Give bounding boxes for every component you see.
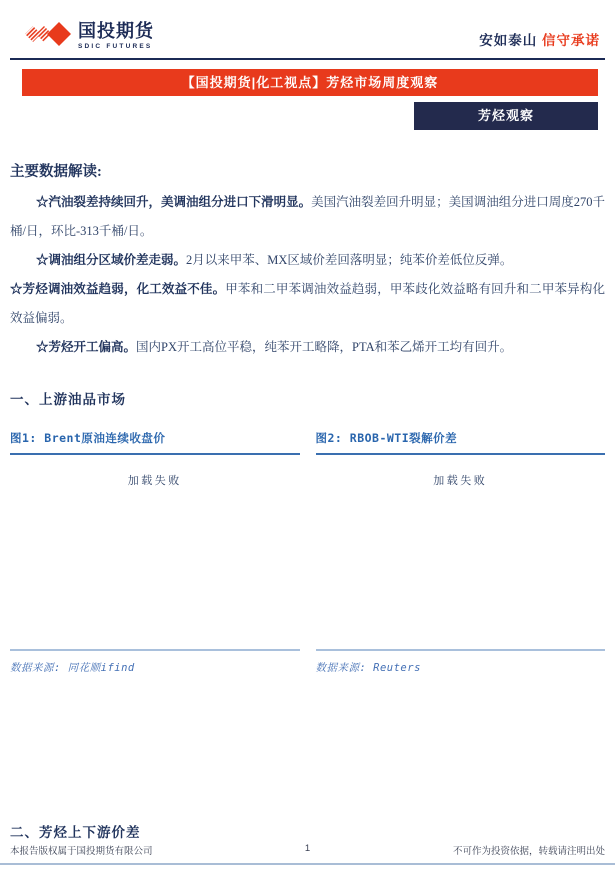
sdic-logo-icon xyxy=(24,16,72,54)
section-heading-upstream-oil: 一、上游油品市场 xyxy=(10,392,126,407)
paragraph-rest: 甲苯和二甲苯调油效益趋弱，甲苯歧化效益略有回升和二甲苯异构化效益偏弱。 xyxy=(10,282,605,325)
logo-name-cn: 国投期货 xyxy=(78,20,154,41)
paragraph-lead: ☆汽油裂差持续回升，美调油组分进口下滑明显。 xyxy=(36,195,312,209)
report-title-banner: 【国投期货|化工视点】芳烃市场周度观察 xyxy=(22,69,598,96)
footer-divider xyxy=(0,863,615,865)
page-header xyxy=(0,0,615,58)
slogan-right: 信守承诺 xyxy=(542,33,600,48)
summary-paragraph xyxy=(10,275,605,333)
summary-paragraph xyxy=(10,333,605,362)
figures-row xyxy=(10,430,605,675)
page-footer xyxy=(10,843,605,857)
figure-load-failed-text: 加载失败 xyxy=(433,475,488,487)
logo-text xyxy=(78,21,154,50)
logo-name-en: SDIC FUTURES xyxy=(78,42,153,50)
summary-heading: 主要数据解读: xyxy=(10,164,102,180)
figure-2-chart-area xyxy=(316,455,606,651)
report-category-badge: 芳烃观察 xyxy=(414,102,598,130)
paragraph-rest: 美国汽油裂差回升明显；美国调油组分进口周度270千桶/日，环比-313千桶/日。 xyxy=(10,195,605,238)
section-heading-aromatics-spread: 二、芳烃上下游价差 xyxy=(10,825,141,840)
summary-paragraph xyxy=(10,188,605,246)
paragraph-lead: ☆芳烃开工偏高。 xyxy=(36,340,137,354)
figure-load-failed-text: 加载失败 xyxy=(127,475,182,487)
paragraph-lead: ☆芳烃调油效益趋弱，化工效益不佳。 xyxy=(10,282,226,296)
figure-1-data-source: 数据来源: 同花顺ifind xyxy=(10,662,135,674)
footer-copyright: 本报告版权属于国投期货有限公司 xyxy=(10,843,153,857)
page-number: 1 xyxy=(304,843,311,854)
paragraph-lead: ☆调油组分区域价差走弱。 xyxy=(36,253,187,267)
figure-1-chart-area xyxy=(10,455,300,651)
figure-2-data-source: 数据来源: Reuters xyxy=(315,662,421,674)
summary-body xyxy=(10,188,605,362)
figure-1-title: 图1: Brent原油连续收盘价 xyxy=(10,430,300,455)
summary-paragraph xyxy=(10,246,605,275)
slogan-left: 安如泰山 xyxy=(479,33,538,48)
figure-2-rbob-wti xyxy=(316,430,606,675)
figure-1-brent xyxy=(10,430,300,675)
figure-2-title: 图2: RBOB-WTI裂解价差 xyxy=(316,430,606,455)
footer-disclaimer: 不可作为投资依据，转载请注明出处 xyxy=(453,843,605,857)
paragraph-rest: 2月以来甲苯、MX区域价差回落明显；纯苯价差低位反弹。 xyxy=(186,253,513,267)
company-logo xyxy=(24,16,154,54)
company-slogan xyxy=(479,29,600,49)
paragraph-rest: 国内PX开工高位平稳，纯苯开工略降，PTA和苯乙烯开工均有回升。 xyxy=(136,340,513,354)
header-divider xyxy=(10,58,605,60)
